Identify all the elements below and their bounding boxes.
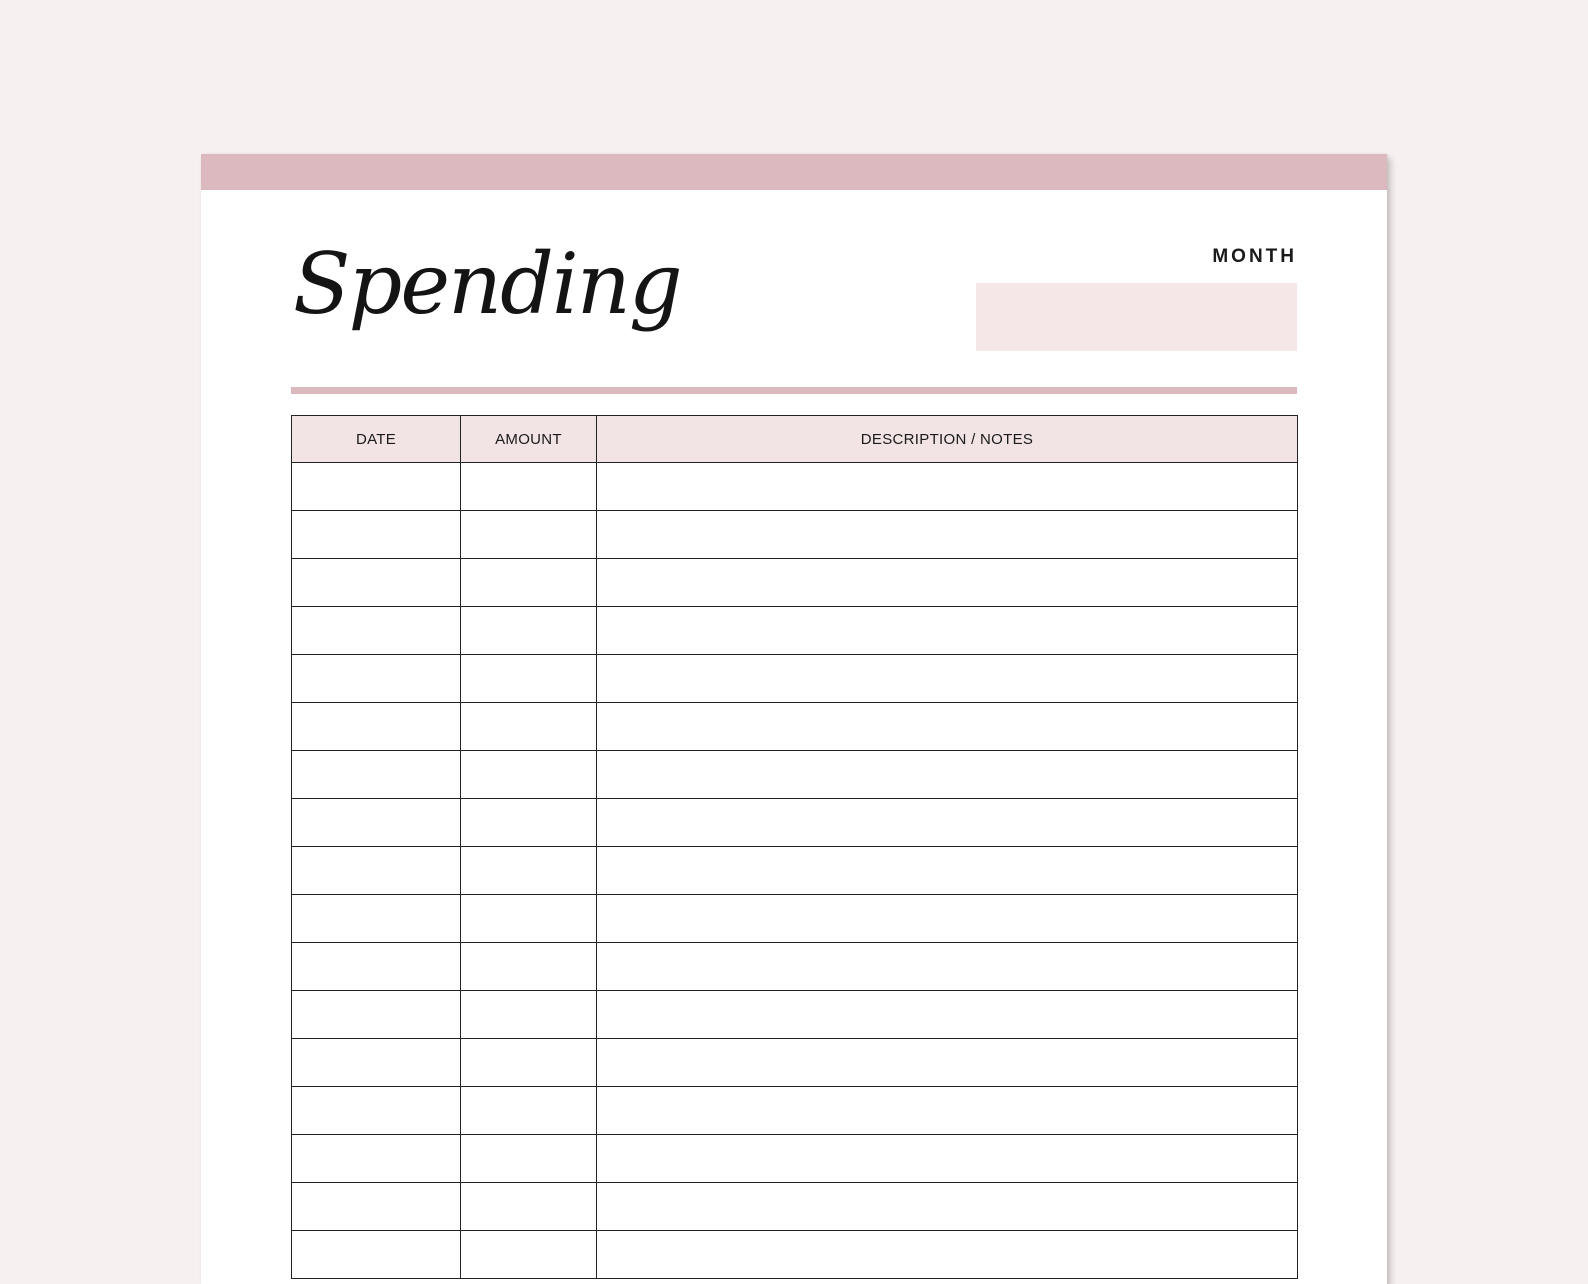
description-cell[interactable] (597, 655, 1298, 703)
description-cell[interactable] (597, 1183, 1298, 1231)
column-header-description: DESCRIPTION / NOTES (597, 416, 1298, 463)
description-cell[interactable] (597, 943, 1298, 991)
title-divider (291, 387, 1297, 394)
description-cell[interactable] (597, 895, 1298, 943)
description-cell[interactable] (597, 1039, 1298, 1087)
date-cell[interactable] (292, 1231, 461, 1279)
amount-cell[interactable] (461, 1087, 597, 1135)
amount-cell[interactable] (461, 607, 597, 655)
date-cell[interactable] (292, 1087, 461, 1135)
month-field[interactable] (976, 283, 1297, 351)
description-cell[interactable] (597, 607, 1298, 655)
amount-cell[interactable] (461, 559, 597, 607)
description-cell[interactable] (597, 463, 1298, 511)
table-row (292, 1039, 1298, 1087)
description-cell[interactable] (597, 799, 1298, 847)
date-cell[interactable] (292, 1135, 461, 1183)
table-row (292, 847, 1298, 895)
description-cell[interactable] (597, 1135, 1298, 1183)
description-cell[interactable] (597, 559, 1298, 607)
description-cell[interactable] (597, 703, 1298, 751)
date-cell[interactable] (292, 655, 461, 703)
spending-table (291, 415, 1298, 1279)
spending-sheet (201, 154, 1387, 1284)
amount-cell[interactable] (461, 1135, 597, 1183)
date-cell[interactable] (292, 607, 461, 655)
column-header-amount: AMOUNT (461, 416, 597, 463)
amount-cell[interactable] (461, 751, 597, 799)
amount-cell[interactable] (461, 655, 597, 703)
table-row (292, 607, 1298, 655)
table-row (292, 991, 1298, 1039)
date-cell[interactable] (292, 1183, 461, 1231)
table-row (292, 799, 1298, 847)
description-cell[interactable] (597, 751, 1298, 799)
amount-cell[interactable] (461, 511, 597, 559)
table-row (292, 1183, 1298, 1231)
table-row (292, 1135, 1298, 1183)
table-row (292, 655, 1298, 703)
description-cell[interactable] (597, 1231, 1298, 1279)
amount-cell[interactable] (461, 799, 597, 847)
date-cell[interactable] (292, 799, 461, 847)
table-row (292, 1231, 1298, 1279)
description-cell[interactable] (597, 847, 1298, 895)
description-cell[interactable] (597, 991, 1298, 1039)
table-row (292, 895, 1298, 943)
amount-cell[interactable] (461, 1039, 597, 1087)
top-accent-band (201, 154, 1387, 190)
date-cell[interactable] (292, 1039, 461, 1087)
column-header-date: DATE (292, 416, 461, 463)
date-cell[interactable] (292, 991, 461, 1039)
table-row (292, 703, 1298, 751)
amount-cell[interactable] (461, 1183, 597, 1231)
date-cell[interactable] (292, 703, 461, 751)
table-row (292, 511, 1298, 559)
date-cell[interactable] (292, 751, 461, 799)
amount-cell[interactable] (461, 703, 597, 751)
table-header-row (292, 416, 1298, 463)
amount-cell[interactable] (461, 1231, 597, 1279)
description-cell[interactable] (597, 511, 1298, 559)
date-cell[interactable] (292, 895, 461, 943)
amount-cell[interactable] (461, 463, 597, 511)
date-cell[interactable] (292, 463, 461, 511)
date-cell[interactable] (292, 847, 461, 895)
date-cell[interactable] (292, 943, 461, 991)
amount-cell[interactable] (461, 847, 597, 895)
amount-cell[interactable] (461, 991, 597, 1039)
table-row (292, 463, 1298, 511)
description-cell[interactable] (597, 1087, 1298, 1135)
amount-cell[interactable] (461, 895, 597, 943)
amount-cell[interactable] (461, 943, 597, 991)
table-row (292, 1087, 1298, 1135)
page-title: Spending (293, 235, 681, 333)
table-row (292, 751, 1298, 799)
date-cell[interactable] (292, 559, 461, 607)
table-row (292, 559, 1298, 607)
month-label: MONTH (1212, 246, 1297, 267)
table-body (292, 463, 1298, 1279)
date-cell[interactable] (292, 511, 461, 559)
table-row (292, 943, 1298, 991)
